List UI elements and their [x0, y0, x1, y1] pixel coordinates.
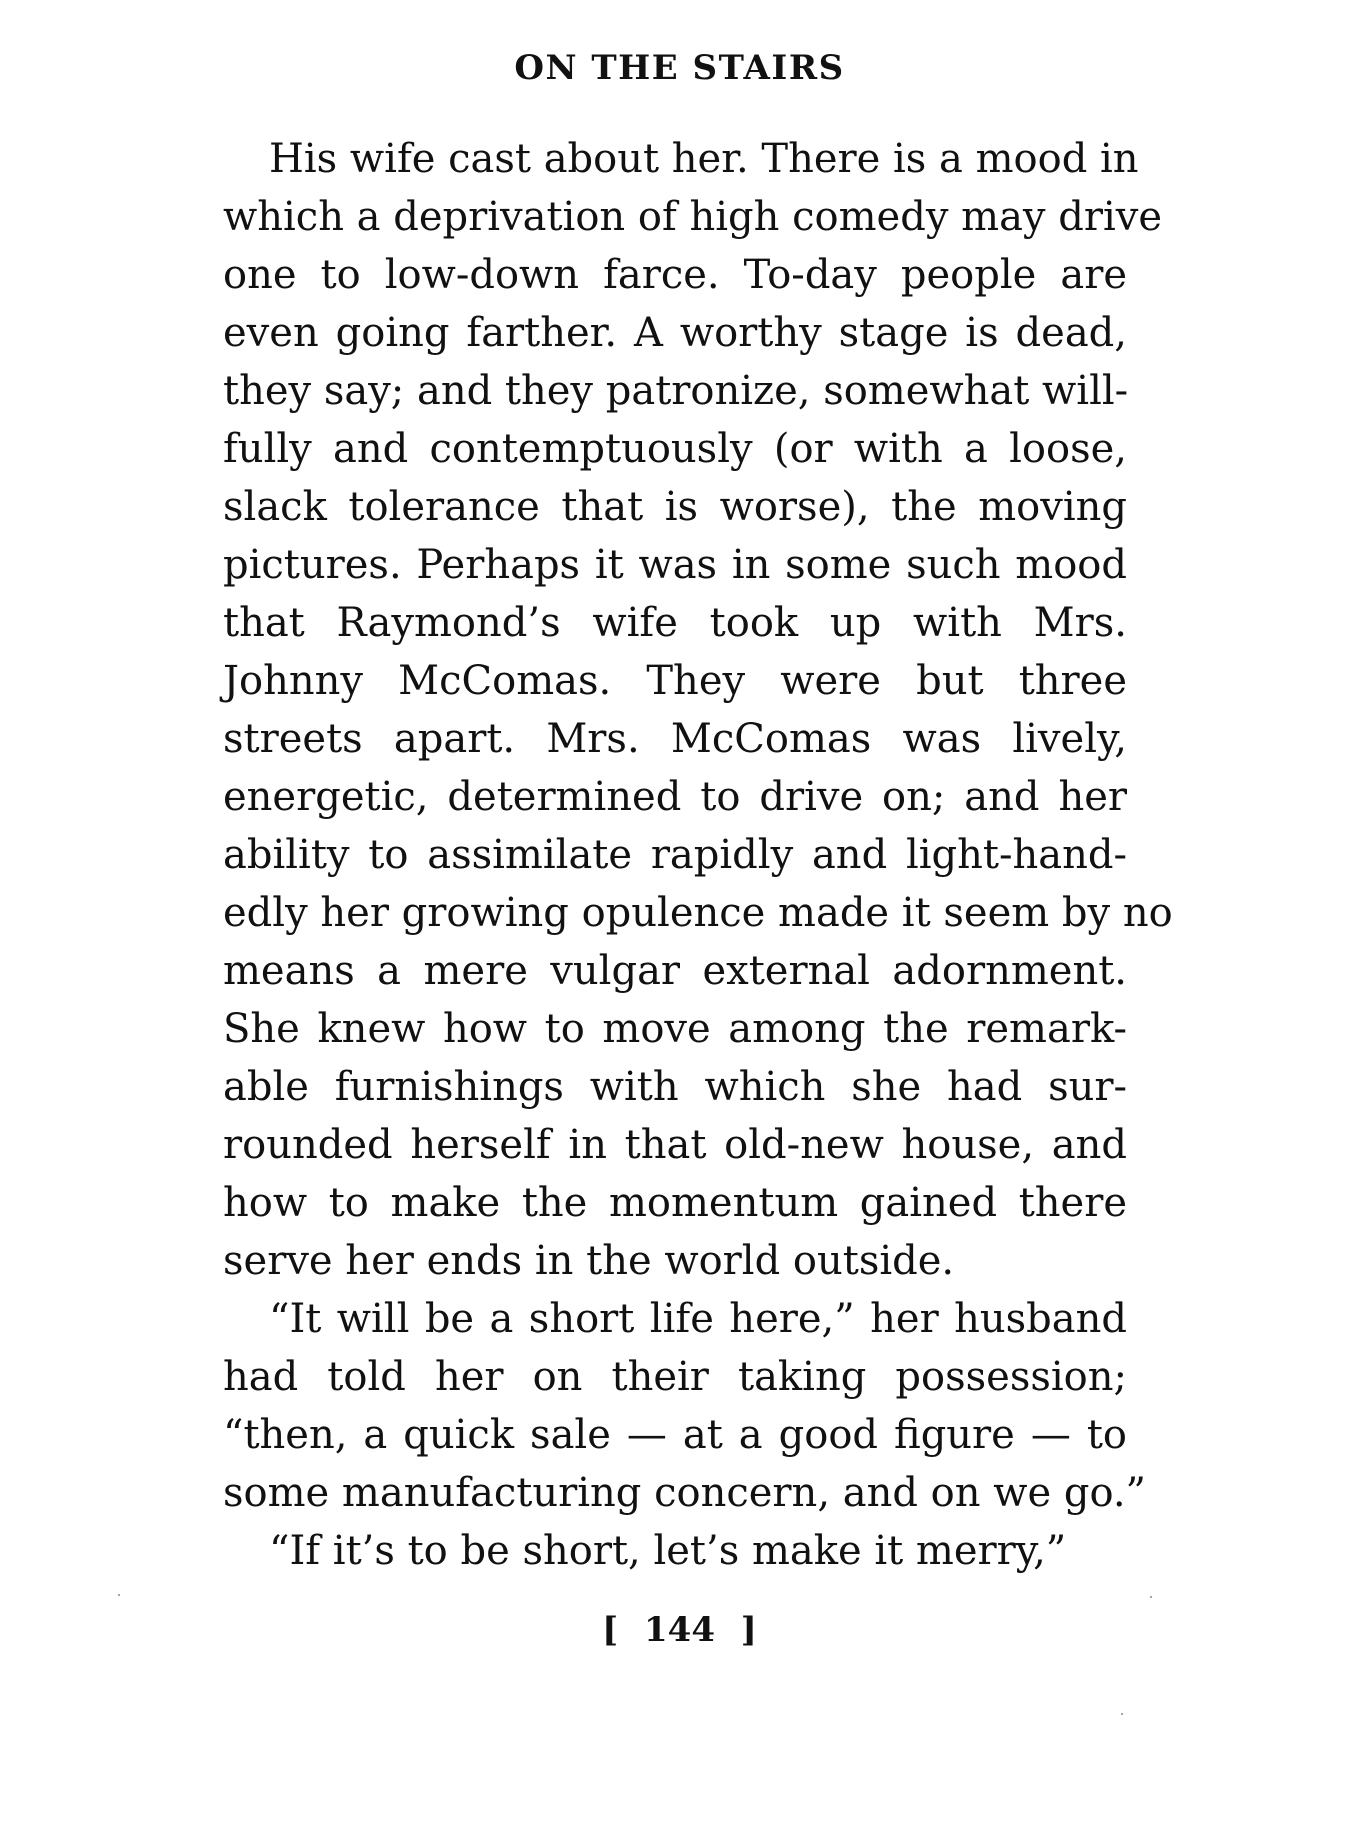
paragraph-3	[223, 1522, 1127, 1580]
text-line: some manufacturing concern, and on we go.”	[223, 1470, 1147, 1516]
text-line: able furnishings with which she had sur-	[223, 1064, 1127, 1110]
body-text	[223, 130, 1173, 1580]
paragraph-1	[223, 130, 1173, 1290]
text-line: edly her growing opulence made it seem by no	[223, 890, 1173, 936]
scan-speck	[1121, 1713, 1123, 1715]
text-line: energetic, determined to drive on; and her	[223, 774, 1127, 820]
text-line: “If it’s to be short, let’s make it merry,”	[269, 1528, 1067, 1574]
text-line: one to low-down farce. To-day people are	[223, 252, 1127, 298]
text-line: ability to assimilate rapidly and light-hand-	[223, 832, 1127, 878]
scan-speck	[1150, 1596, 1152, 1598]
page-number: [ 144 ]	[602, 1610, 757, 1650]
text-line: had told her on their taking possession;	[223, 1354, 1127, 1400]
text-line: His wife cast about her. There is a mood in	[269, 136, 1139, 182]
text-line: serve her ends in the world outside.	[223, 1238, 955, 1284]
text-line: how to make the momentum gained there	[223, 1180, 1127, 1226]
text-line: even going farther. A worthy stage is dead,	[223, 310, 1127, 356]
text-line: fully and contemptuously (or with a loose,	[223, 426, 1127, 472]
text-line: “It will be a short life here,” her husband	[269, 1296, 1127, 1342]
text-line: She knew how to move among the remark-	[223, 1006, 1127, 1052]
text-line: that Raymond’s wife took up with Mrs.	[223, 600, 1127, 646]
text-line: “then, a quick sale — at a good figure — to	[223, 1412, 1127, 1458]
text-line: they say; and they patronize, somewhat will-	[223, 368, 1129, 414]
text-line: rounded herself in that old-new house, and	[223, 1122, 1127, 1168]
scan-speck	[118, 1594, 120, 1596]
text-line: slack tolerance that is worse), the moving	[223, 484, 1127, 530]
text-line: pictures. Perhaps it was in some such mood	[223, 542, 1127, 588]
text-line: which a deprivation of high comedy may drive	[223, 194, 1163, 240]
text-line: Johnny McComas. They were but three	[223, 658, 1127, 704]
text-line: means a mere vulgar external adornment.	[223, 948, 1127, 994]
paragraph-2	[223, 1290, 1147, 1522]
running-head: ON THE STAIRS	[514, 48, 845, 88]
text-line: streets apart. Mrs. McComas was lively,	[223, 716, 1127, 762]
